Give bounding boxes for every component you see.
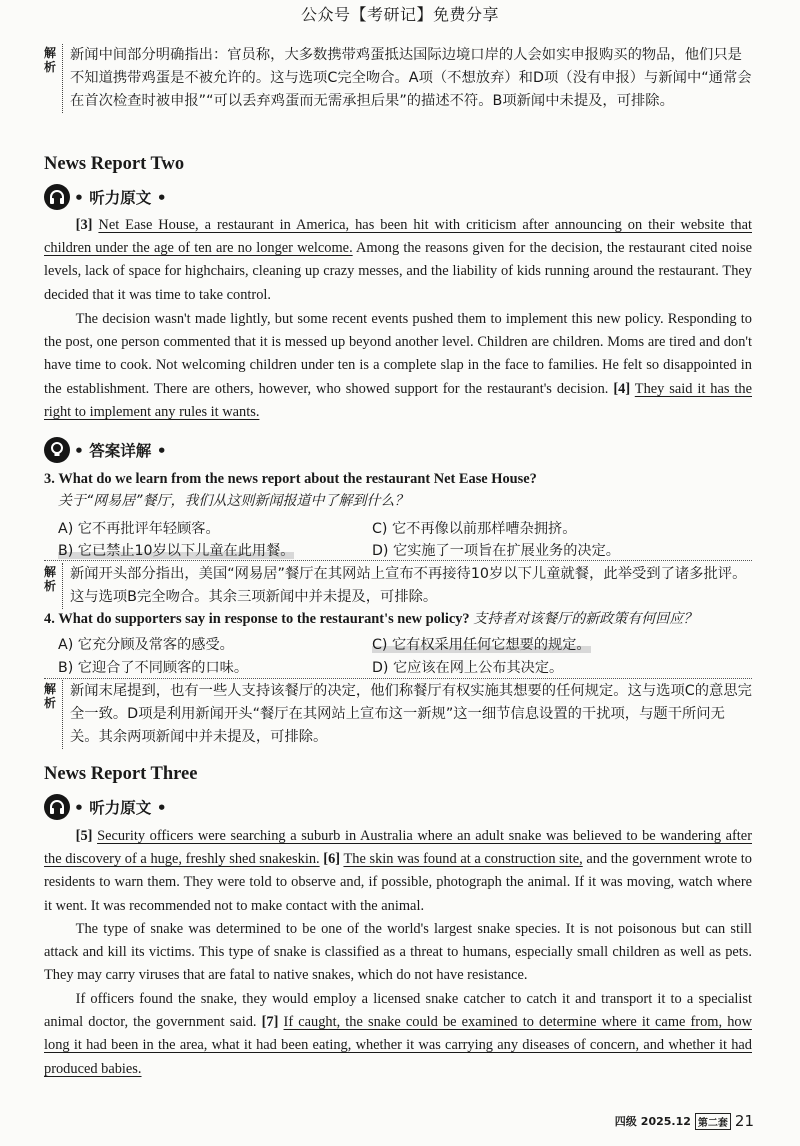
- page-header-title: 公众号【考研记】免费分享: [300, 5, 499, 24]
- option-c-highlight: C) 它有权采用任何它想要的规定。: [372, 637, 591, 653]
- underlined-answer-5: Security officers were searching a suburb in Australia where an adult snake was believed to be wandering after the discovery of a huge, freshly shed snakeskin.: [44, 828, 752, 868]
- report3-p1-rest: and the government wrote to residents to warn them. They were told to observe and, if possible, photograph the animal. If it was moving, watch where it went. It was recommended not to make contact with the animal.: [44, 851, 752, 914]
- underlined-answer-6: The skin was found at a construction site,: [343, 851, 583, 868]
- option-a: A) 它不再批评年轻顾客。: [58, 521, 220, 537]
- lightbulb-icon: [44, 437, 70, 463]
- option-a: A) 它充分顾及常客的感受。: [58, 637, 234, 653]
- analysis-tag: 解 析: [44, 682, 57, 710]
- page-number: 21: [734, 1112, 754, 1130]
- answers-heading: [44, 436, 167, 464]
- analysis-text: 新闻末尾提到，也有一些人支持该餐厅的决定，他们称餐厅有权实施其想要的任何规定。这与选项C的意思完全一致。D项是利用新闻开头“餐厅在其网站上宣布这一新规”这一细节信息设置的干扰项，与题干所问无关。其余两项新闻中并未提及，可排除。: [62, 680, 752, 749]
- underlined-answer-4: They said it has the right to implement any rules it wants.: [44, 380, 752, 420]
- listening-heading: [44, 183, 167, 211]
- option-d: D) 它实施了一项旨在扩展业务的决定。: [372, 543, 620, 559]
- answers-label: • 答案详解 •: [74, 442, 167, 460]
- question-marker-5: [5]: [75, 828, 93, 844]
- dotted-divider: [44, 678, 752, 679]
- analysis-block-q3: [44, 563, 752, 609]
- question-marker-4: [4]: [613, 380, 631, 397]
- headphones-icon: [44, 184, 70, 210]
- section-title-report-three: News Report Three: [44, 764, 198, 784]
- question-number: 4.: [44, 611, 55, 627]
- underlined-answer-7: If caught, the snake could be examined to determine where it came from, how long it had been in the area, what it had been eating, whether it was carrying any diseases of concern, and whether it had produced babies.: [44, 1014, 752, 1077]
- footer-level: 四级: [614, 1115, 637, 1128]
- option-b: B) 它迎合了不同顾客的口味。: [58, 660, 249, 676]
- question-text: What do we learn from the news report about the restaurant Net Ease House?: [58, 471, 537, 487]
- report2-paragraph-1: [44, 214, 752, 307]
- question-translation: 关于“网易居”餐厅，我们从这则新闻报道中了解到什么？: [58, 493, 409, 509]
- report3-p3-text: If officers found the snake, they would employ a licensed snake catcher to catch it and transport it to a specialist animal doctor, the government said.: [44, 991, 752, 1031]
- question-translation: 支持者对该餐厅的新政策有何回应？: [473, 611, 698, 627]
- option-d: D) 它应该在网上公布其决定。: [372, 660, 564, 676]
- listening-label: • 听力原文 •: [74, 799, 167, 817]
- analysis-tag: 解 析: [44, 46, 57, 74]
- option-c: C) 它不再像以前那样嘈杂拥挤。: [372, 521, 577, 537]
- analysis-text: 新闻中间部分明确指出：官员称，大多数携带鸡蛋抵达国际边境口岸的人会如实申报购买的物品，他们只是不知道携带鸡蛋是不被允许的。这与选项C完全吻合。A项（不想放弃）和D项（没有申报）与新闻中“通常会在首次检查时被申报”“可以丢弃鸡蛋而无需承担后果”的描述不符。B项新闻中未提及，可排除。: [62, 44, 752, 113]
- footer-issue: 第二套: [695, 1113, 731, 1130]
- dotted-divider: [44, 560, 752, 561]
- page-footer: [615, 1112, 754, 1130]
- report2-paragraph-2: [44, 308, 752, 424]
- question-marker-7: [7]: [261, 1014, 279, 1031]
- report3-paragraph-2: The type of snake was determined to be one of the world's largest snake species. It is not poisonous but can still attack and kill its victims. This type of snake is classified as a threat to humans, especially small children as well as pets. They may carry viruses that are fatal to native snakes, which do not have resistance.: [44, 921, 752, 984]
- question-number: 3.: [44, 471, 55, 487]
- listening-heading: [44, 793, 167, 821]
- question-text: What do supporters say in response to the restaurant's new policy?: [58, 611, 470, 627]
- analysis-block-q2: [44, 44, 752, 113]
- analysis-tag: 解 析: [44, 565, 57, 593]
- report2-p1-rest: Among the reasons given for the decision, the restaurant cited noise levels, lack of space for highchairs, cleaning up crazy messes, and the liability of kids running around the restaurant. They decided that it was time to take control.: [44, 240, 753, 303]
- listening-label: • 听力原文 •: [74, 189, 167, 207]
- analysis-text: 新闻开头部分指出，美国“网易居”餐厅在其网站上宣布不再接待10岁以下儿童就餐，此举受到了诸多批评。这与选项B完全吻合。其余三项新闻中并未提及，可排除。: [62, 563, 752, 609]
- analysis-block-q4: [44, 680, 752, 749]
- option-b: [58, 540, 294, 560]
- report3-paragraph-1: [44, 825, 752, 918]
- option-c: [372, 634, 591, 654]
- section-title-report-two: News Report Two: [44, 154, 185, 174]
- question-marker-3: [3]: [75, 217, 93, 233]
- question-marker-6: [6]: [323, 851, 341, 868]
- report3-paragraph-3: [44, 988, 752, 1081]
- question-3: [44, 468, 752, 512]
- option-b-highlight: B) 它已禁止10岁以下儿童在此用餐。: [58, 543, 295, 559]
- headphones-icon: [44, 794, 70, 820]
- report2-p2-text: The decision wasn't made lightly, but some recent events pushed them to implement this new policy. Responding to the post, one person commented that it is messed up beyond another level. Children are children. Moms are tired and don't have time to cook. Not welcoming children under ten is a complete slap in the face to families. He felt so disappointed in the establishment. There are others, however, who showed support for the restaurant's decision.: [44, 311, 752, 397]
- footer-date: 2025.12: [640, 1114, 691, 1128]
- question-4: [44, 608, 752, 630]
- underlined-answer-3: Net Ease House, a restaurant in America, has been hit with criticism after announcing on their website that children under the age of ten are no longer welcome.: [44, 217, 752, 257]
